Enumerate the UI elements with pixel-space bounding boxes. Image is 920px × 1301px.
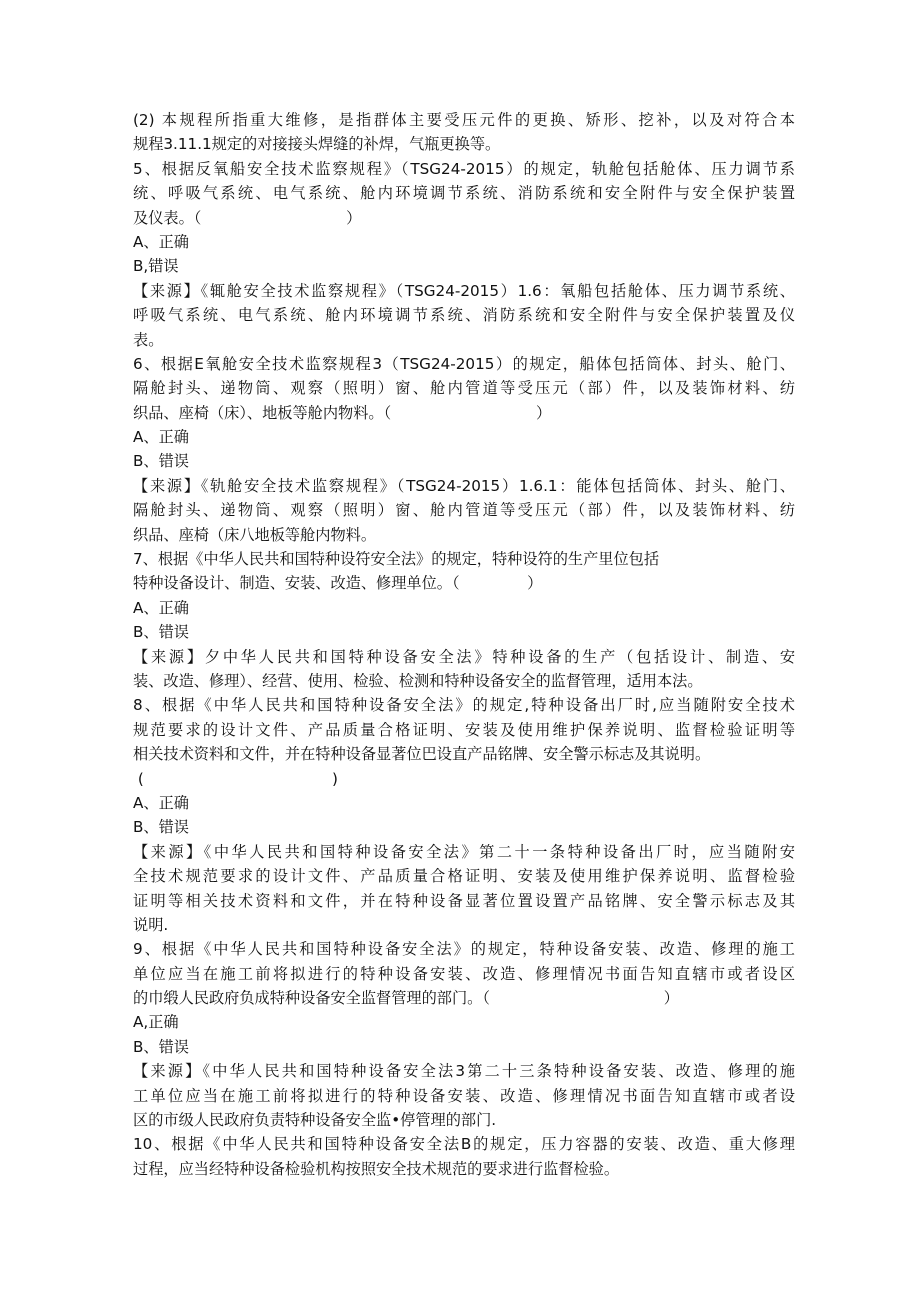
- question-line: 过程，应当经特种设备检验机构按照安全技术规范的要求进行监督检验。: [133, 1159, 619, 1178]
- question-line: 相关技术资料和文件，并在特种设备显著位巴设直产品铭牌、安全警示标志及其说明。: [133, 745, 711, 764]
- source-line: 隔舱封头、递物筒、观察（照明）窗、舱内管道等受压元（部）件，以及装饰材料、纺: [133, 501, 795, 520]
- question-line: 单位应当在施工前将拟进行的特种设备安装、改造、修理情况书面告知直辖市或者设区: [133, 964, 795, 983]
- source-line: 区的市级人民政府负责特种设备安全监•停管理的部门.: [133, 1111, 497, 1130]
- question-line: 6、根据E氧舱安全技术监察规程3（TSG24-2015）的规定，船体包括筒体、封头、舱门、: [133, 354, 795, 373]
- option-false: B、错误: [133, 452, 189, 471]
- source-line: 全技术规范要求的设计文件、产品质量合格证明、安装及使用维护保养说明、监督检验: [133, 867, 795, 886]
- question-line: 8、根据《中华人民共和国特种设备安全法》的规定,特种设备出厂时,应当随附安全技术: [133, 696, 795, 715]
- source-line: 【来源】《中华人民共和国特种设备安全法》第二十一条特种设备出厂时，应当随附安: [133, 842, 795, 861]
- question-line: 10、根据《中华人民共和国特种设备安全法B的规定，压力容器的安装、改造、重大修理: [133, 1135, 795, 1154]
- question-line: 7、根据《中华人民共和国特种设符安全法》的规定，特种设符的生产里位包括: [133, 550, 660, 569]
- source-line: 【来源】《辄舱安全技术监察规程》（TSG24-2015）1.6：氧船包括舱体、压力调节系统、: [133, 281, 795, 300]
- source-line: 【来源】《轨舱安全技术监察规程》（TSG24-2015）1.6.1：能体包括筒体、封头、舱门、: [133, 476, 795, 495]
- option-false: B、错误: [133, 623, 189, 642]
- option-false: B,错误: [133, 257, 179, 276]
- question-line: 特种设备设计、制造、安装、改造、修理单位。（ ）: [133, 574, 543, 593]
- source-line: 表。: [133, 330, 164, 349]
- question-line: 的巾缎人民政府负成特种设备安全监督管理的部门。（ ）: [133, 989, 679, 1008]
- source-line: 【来源】夕中华人民共和国特种设备安全法》特种设备的生产（包括设计、制造、安: [133, 647, 795, 666]
- document-page: [133, 108, 795, 1181]
- option-true: A、正确: [133, 232, 189, 251]
- source-line: 装、改造、修理）、经营、使用、检验、检测和特种设备安全的监督管理，适用本法。: [133, 671, 703, 690]
- question-line: 统、呼吸气系统、电气系统、舱内环境调节系统、消防系统和安全附件与安全保护装置: [133, 184, 795, 203]
- source-line: 呼吸气系统、电气系统、舱内环境调节系统、消防系统和安全附件与安全保护装置及仪: [133, 306, 795, 325]
- source-line: 工单位应当在施工前将拟进行的特种设备安装、改造、修理情况书面告知直辖市或者设: [133, 1086, 795, 1105]
- text-line: (2) 本规程所指重大维修，是指群体主要受压元件的更换、矫形、挖补，以及对符合本: [133, 111, 795, 129]
- question-line: 规范要求的设计文件、产品质量合格证明、安装及使用维护保养说明、监督检验证明等: [133, 720, 795, 739]
- question-line: 9、根据《中华人民共和国特种设备安全法》的规定，特种设备安装、改造、修理的施工: [133, 940, 795, 959]
- option-true: A、正确: [133, 793, 189, 812]
- question-line: ( ): [133, 769, 338, 788]
- source-line: 说明.: [133, 915, 169, 934]
- option-false: B、错误: [133, 1037, 189, 1056]
- source-line: 证明等相关技术资料和文件，并在特种设备显著位置设置产品铭牌、安全警示标志及其: [133, 891, 795, 910]
- source-line: 【来源】《中华人民共和国特种设备安全法3第二十三条特种设备安装、改造、修理的施: [133, 1062, 795, 1081]
- question-line: 织品、座椅（床）、地板等舱内物料。（ ）: [133, 403, 552, 422]
- option-false: B、错误: [133, 818, 189, 837]
- option-true: A、正确: [133, 428, 189, 447]
- option-true: A、正确: [133, 598, 189, 617]
- source-line: 织品、座椅（床八地板等舱内物料。: [133, 525, 376, 544]
- text-line: 规程3.11.1规定的对接接头焊缝的补焊，气瓶更换等。: [133, 135, 501, 154]
- option-true: A,正确: [133, 1013, 179, 1032]
- question-line: 及仪表。（ ）: [133, 208, 362, 227]
- question-line: 5、根据反氧船安全技术监察规程》（TSG24-2015）的规定，轨舱包括舱体、压力调节系: [133, 159, 795, 178]
- question-line: 隔舱封头、递物筒、观察（照明）窗、舱内管道等受压元（部）件，以及装饰材料、纺: [133, 379, 795, 398]
